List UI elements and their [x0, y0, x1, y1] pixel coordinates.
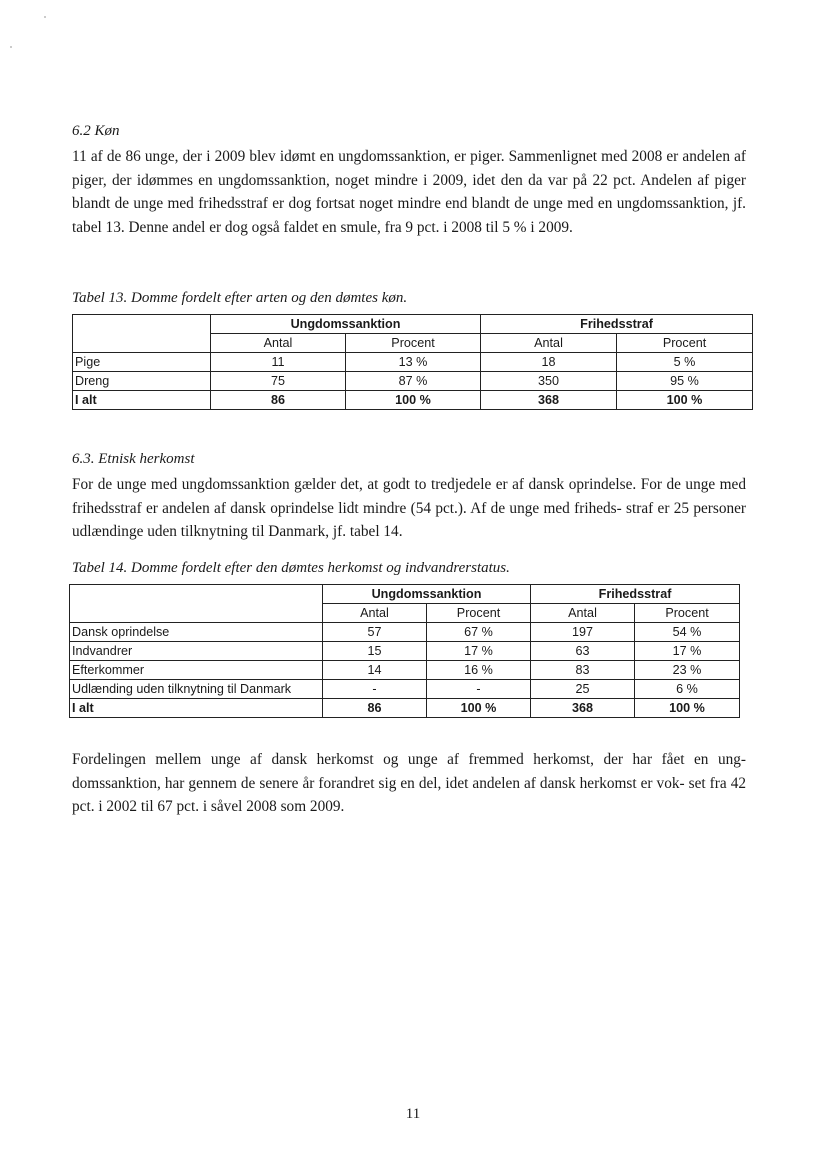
table-cell: 57 — [323, 623, 427, 642]
subheader-procent: Procent — [346, 334, 481, 353]
paragraph-line: Andelen af piger blandt de unge med frihedsstraf er dog fortsat noget mindre end blandt de unge — [72, 171, 746, 212]
table-subheader-row — [70, 604, 740, 623]
table13 — [72, 314, 753, 410]
table-cell: - — [323, 680, 427, 699]
group-header-frihedsstraf: Frihedsstraf — [531, 585, 740, 604]
paragraph-line: domssanktion, har gennem de senere år forandret sig en del, idet andelen af dansk herkomst er vok- — [72, 774, 685, 792]
table-cell: 11 — [211, 353, 346, 372]
table-corner-cell — [70, 604, 323, 623]
scan-speck — [10, 46, 12, 48]
closing-paragraph — [72, 748, 746, 819]
table-cell: 75 — [211, 372, 346, 391]
table14 — [69, 584, 740, 718]
table-cell: 15 — [323, 642, 427, 661]
table-cell: 23 % — [635, 661, 740, 680]
subheader-procent: Procent — [617, 334, 753, 353]
paragraph-line: med en ungdomssanktion, jf. tabel 13. Denne andel er dog også faldet en smule, fra 9 pct. i 2008 til — [72, 195, 747, 236]
paragraph-line: For de unge med ungdomssanktion gælder det, at godt to tredjedele er af dansk oprindelse. For de — [72, 476, 681, 493]
subheader-antal: Antal — [323, 604, 427, 623]
section-title-etnisk-herkomst: 6.3. Etnisk herkomst — [72, 451, 195, 467]
table-cell: 86 — [323, 699, 427, 718]
group-header-frihedsstraf: Frihedsstraf — [481, 315, 753, 334]
table-row — [73, 372, 753, 391]
section-paragraph-koen — [72, 145, 746, 239]
table-total-row — [70, 699, 740, 718]
table-cell: 16 % — [427, 661, 531, 680]
row-label: Indvandrer — [70, 642, 323, 661]
table-cell: 350 — [481, 372, 617, 391]
paragraph-line: andelen af piger, der idømmes en ungdomssanktion, noget mindre i 2009, idet den da var på 22 pct. — [72, 148, 746, 189]
table-cell: 13 % — [346, 353, 481, 372]
table-cell: 67 % — [427, 623, 531, 642]
table-corner-cell — [70, 585, 323, 604]
subheader-antal: Antal — [481, 334, 617, 353]
section-paragraph-etnisk-herkomst — [72, 473, 746, 544]
table-cell: 14 — [323, 661, 427, 680]
table-cell: 368 — [481, 391, 617, 410]
table-row — [70, 623, 740, 642]
table-cell: 25 — [531, 680, 635, 699]
table-cell: 100 % — [346, 391, 481, 410]
subheader-antal: Antal — [531, 604, 635, 623]
table-cell: 100 % — [427, 699, 531, 718]
row-label: Pige — [73, 353, 211, 372]
row-label: I alt — [70, 699, 323, 718]
subheader-procent: Procent — [635, 604, 740, 623]
table-cell: 87 % — [346, 372, 481, 391]
table13-caption: Tabel 13. Domme fordelt efter arten og den dømtes køn. — [72, 290, 408, 306]
row-label: Dreng — [73, 372, 211, 391]
group-header-ungdomssanktion: Ungdomssanktion — [211, 315, 481, 334]
table-cell: 83 — [531, 661, 635, 680]
subheader-procent: Procent — [427, 604, 531, 623]
table-cell: - — [427, 680, 531, 699]
paragraph-line: Fordelingen mellem unge af dansk herkomst og unge af fremmed herkomst, der har fået en ung- — [72, 751, 746, 768]
table-cell: 54 % — [635, 623, 740, 642]
table-cell: 197 — [531, 623, 635, 642]
paragraph-line: straf er 25 personer udlændinge uden tilknytning til Danmark, jf. tabel 14. — [72, 499, 746, 540]
paragraph-line: unge med frihedsstraf er andelen af dansk oprindelse lidt mindre (54 pct.). Af de unge med friheds- — [72, 476, 746, 517]
paragraph-line: 11 af de 86 unge, der i 2009 blev idømt en ungdomssanktion, er piger. Sammenlignet med 2008 er — [72, 148, 679, 165]
table-header-row — [70, 585, 740, 604]
page-number: 11 — [405, 1106, 421, 1122]
table-cell: 17 % — [427, 642, 531, 661]
table-cell: 95 % — [617, 372, 753, 391]
table-row — [73, 353, 753, 372]
table-cell: 86 — [211, 391, 346, 410]
table-cell: 368 — [531, 699, 635, 718]
row-label: Udlænding uden tilknytning til Danmark — [70, 680, 323, 699]
table-cell: 100 % — [635, 699, 740, 718]
table-subheader-row — [73, 334, 753, 353]
table-cell: 5 % — [617, 353, 753, 372]
table-cell: 18 — [481, 353, 617, 372]
row-label: Dansk oprindelse — [70, 623, 323, 642]
table-cell: 100 % — [617, 391, 753, 410]
table-row — [70, 661, 740, 680]
table-row — [70, 642, 740, 661]
table-row — [70, 680, 740, 699]
paragraph-line: set fra 42 pct. i 2002 til 67 pct. i såvel 2008 som 2009. — [72, 774, 746, 815]
paragraph-line: 5 % i 2009. — [502, 218, 573, 236]
table-cell: 6 % — [635, 680, 740, 699]
table-corner-cell — [73, 334, 211, 353]
table-total-row — [73, 391, 753, 410]
row-label: I alt — [73, 391, 211, 410]
section-title-koen: 6.2 Køn — [72, 123, 120, 139]
subheader-antal: Antal — [211, 334, 346, 353]
table-corner-cell — [73, 315, 211, 334]
table-header-row — [73, 315, 753, 334]
table-cell: 17 % — [635, 642, 740, 661]
group-header-ungdomssanktion: Ungdomssanktion — [323, 585, 531, 604]
table14-caption: Tabel 14. Domme fordelt efter den dømtes herkomst og indvandrerstatus. — [72, 560, 510, 576]
row-label: Efterkommer — [70, 661, 323, 680]
scan-speck — [44, 16, 46, 18]
table-cell: 63 — [531, 642, 635, 661]
